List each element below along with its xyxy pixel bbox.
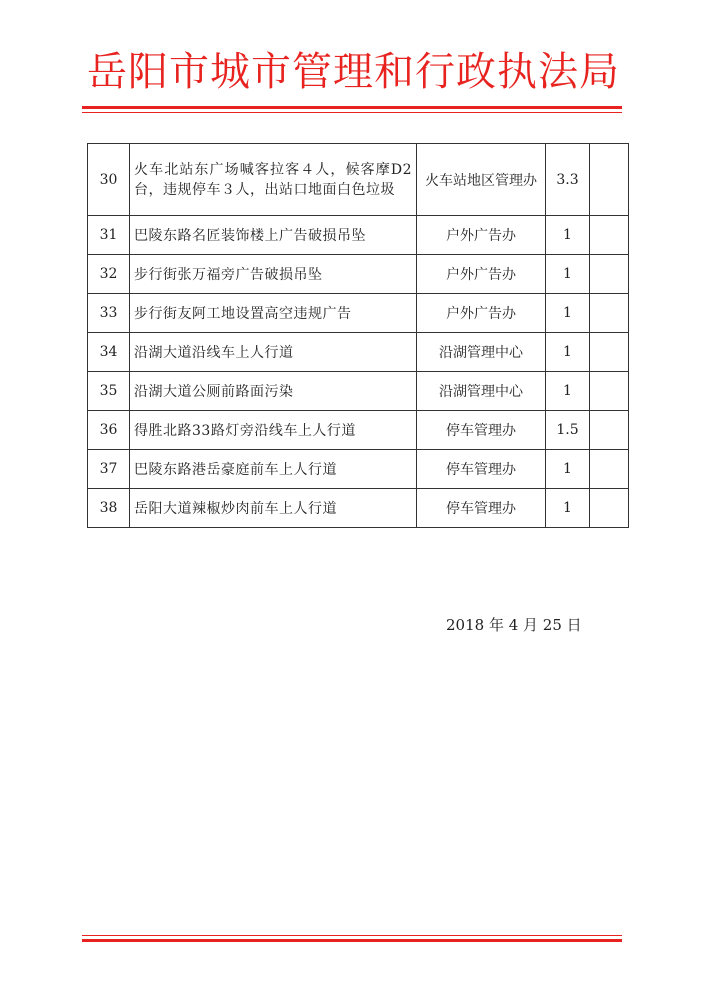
table-row [88, 450, 629, 489]
table-row [88, 144, 629, 216]
table-row [88, 294, 629, 333]
table-row [88, 333, 629, 372]
row-department: 火车站地区管理办 [417, 144, 546, 216]
issue-date: 2018 年 4 月 25 日 [446, 616, 582, 634]
row-blank [590, 372, 629, 411]
row-number: 37 [88, 450, 130, 489]
row-description: 得胜北路33路灯旁沿线车上人行道 [130, 411, 417, 450]
row-score: 1 [546, 294, 590, 333]
row-score: 1 [546, 450, 590, 489]
table-row [88, 489, 629, 528]
row-score: 1.5 [546, 411, 590, 450]
row-department: 停车管理办 [417, 489, 546, 528]
row-score: 1 [546, 333, 590, 372]
row-number: 36 [88, 411, 130, 450]
row-score: 1 [546, 489, 590, 528]
row-description: 岳阳大道辣椒炒肉前车上人行道 [130, 489, 417, 528]
row-department: 停车管理办 [417, 450, 546, 489]
row-description: 沿湖大道公厕前路面污染 [130, 372, 417, 411]
row-department: 户外广告办 [417, 216, 546, 255]
table-row [88, 255, 629, 294]
row-department: 户外广告办 [417, 294, 546, 333]
row-number: 33 [88, 294, 130, 333]
page-title: 岳阳市城市管理和行政执法局 [87, 49, 620, 95]
row-score: 1 [546, 255, 590, 294]
row-department: 沿湖管理中心 [417, 372, 546, 411]
row-number: 30 [88, 144, 130, 216]
row-department: 停车管理办 [417, 411, 546, 450]
row-description: 巴陵东路港岳豪庭前车上人行道 [130, 450, 417, 489]
records-table [87, 143, 629, 528]
row-number: 34 [88, 333, 130, 372]
row-score: 1 [546, 372, 590, 411]
row-number: 35 [88, 372, 130, 411]
row-description: 巴陵东路名匠装饰楼上广告破损吊坠 [130, 216, 417, 255]
header-rule-thick [82, 106, 622, 109]
header-rule-thin [82, 112, 622, 113]
row-blank [590, 294, 629, 333]
row-department: 户外广告办 [417, 255, 546, 294]
row-description: 火车北站东广场喊客拉客４人，候客摩D2台，违规停车３人，出站口地面白色垃圾 [130, 144, 417, 216]
row-blank [590, 144, 629, 216]
row-number: 32 [88, 255, 130, 294]
row-score: 3.3 [546, 144, 590, 216]
row-blank [590, 216, 629, 255]
row-blank [590, 450, 629, 489]
row-blank [590, 255, 629, 294]
row-number: 38 [88, 489, 130, 528]
row-description: 步行街张万福旁广告破损吊坠 [130, 255, 417, 294]
row-blank [590, 489, 629, 528]
table-row [88, 216, 629, 255]
row-department: 沿湖管理中心 [417, 333, 546, 372]
table-row [88, 411, 629, 450]
row-blank [590, 333, 629, 372]
row-score: 1 [546, 216, 590, 255]
row-description: 沿湖大道沿线车上人行道 [130, 333, 417, 372]
footer-rule-thick [82, 939, 622, 942]
row-description: 步行街友阿工地设置高空违规广告 [130, 294, 417, 333]
row-blank [590, 411, 629, 450]
footer-rule-thin [82, 935, 622, 936]
row-number: 31 [88, 216, 130, 255]
table-row [88, 372, 629, 411]
